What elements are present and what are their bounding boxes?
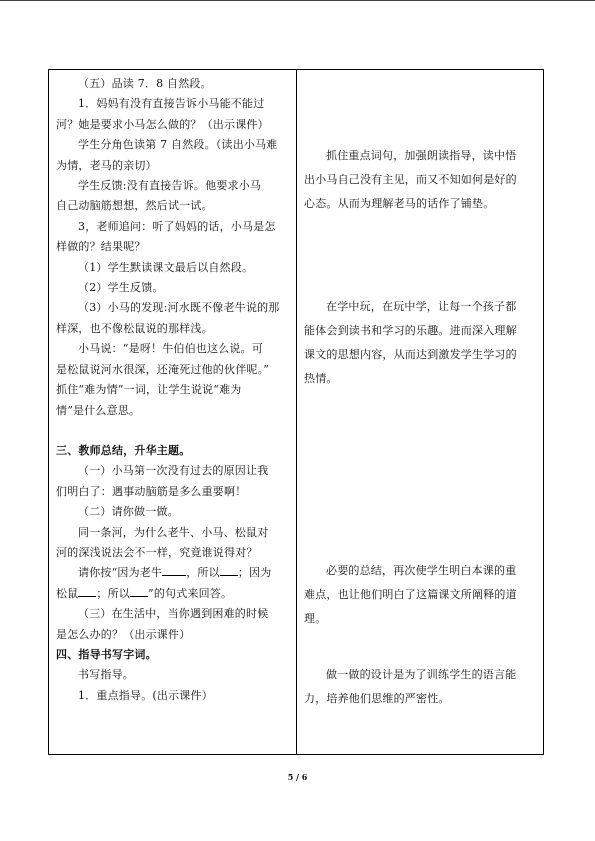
page-number: 5 / 6 — [287, 772, 308, 782]
role-reading-line-2: 为情，老马的亲切） — [56, 158, 157, 172]
note-line: 出小马自己没有主见，而又不知如何是好的 — [304, 173, 517, 186]
pattern-text: 请你按“因为老牛 — [78, 566, 163, 580]
pattern-text: ，所以 — [186, 566, 220, 580]
summary-three-line-2: 是怎么办的？（出示课件） — [56, 627, 191, 641]
note-line: 能体会到读书和学习的乐趣。进而深入理解 — [304, 324, 517, 337]
design-note-4 — [304, 663, 538, 711]
note-line: 难点，也让他们明白了这篇课文所阐释的道 — [304, 588, 517, 601]
note-line: 必要的总结，再次使学生明白本课的重 — [326, 564, 517, 577]
section-four-heading: 四、指导书写字词。 — [56, 647, 157, 661]
teacher-question-line-1: 3，老师追问：听了妈妈的话，小马是怎 — [78, 219, 276, 233]
section-five-heading: （五）品读 7．8 自然段。 — [78, 77, 212, 90]
student-feedback-line-2: 自己动脑筋想想，然后试一试。 — [56, 199, 213, 213]
design-intent-column — [297, 70, 543, 754]
spacer — [56, 421, 290, 441]
pattern-text: ；所以 — [96, 586, 131, 600]
note-line: 抓住重点词句，加强朗读指导，读中悟 — [326, 149, 517, 162]
note-line: 热情。 — [304, 372, 338, 385]
design-note-2 — [304, 295, 538, 391]
summary-one-line-1: （一）小马第一次没有过去的原因让我 — [78, 464, 269, 478]
pony-says-line-2: 是松鼠说河水很深，还淹死过他的伙伴呢。” — [56, 362, 270, 376]
summary-one-line-2: 们明白了：遇事动脑筋是多么重要啊！ — [56, 484, 247, 498]
teaching-process-column — [49, 70, 297, 754]
question-1-line-2: 河？她是要求小马怎么做的？（出示课件） — [56, 117, 269, 131]
step-3-discovery-line-2: 样深，也不像松鼠说的那样浅。 — [56, 321, 213, 335]
writing-guidance: 书写指导。 — [78, 668, 134, 682]
design-note-1 — [304, 144, 538, 216]
note-line: 做一做的设计是为了训练学生的语言能 — [326, 668, 517, 681]
same-river-line-2: 河的深浅说法会不一样，究竟谁说得对？ — [56, 545, 258, 559]
same-river-line-1: 同一条河，为什么老牛、小马、松鼠对 — [78, 525, 269, 539]
sentence-pattern-line-1 — [56, 563, 290, 583]
question-1-line-1: 1．妈妈有没有直接告诉小马能不能过 — [78, 97, 265, 111]
note-line: 理。 — [304, 612, 327, 625]
sentence-pattern-line-2 — [56, 584, 290, 604]
student-feedback-line-1: 学生反馈:没有直接告诉。他要求小马 — [78, 179, 262, 193]
key-guidance: 1．重点指导。(出示课件） — [78, 688, 213, 702]
design-note-3 — [304, 559, 538, 631]
section-three-heading: 三、教师总结，升华主题。 — [56, 443, 191, 457]
pattern-text: ；因为 — [237, 566, 272, 580]
note-line: 心态。从而为理解老马的话作了铺垫。 — [304, 197, 495, 210]
summary-three-line-1: （三）在生活中，当你遇到困难的时候 — [78, 607, 269, 621]
note-line: 力，培养他们思维的严密性。 — [304, 692, 450, 705]
embarrassed-word-line-1: 抓住“难为情”一词，让学生说说“难为 — [56, 383, 242, 397]
pattern-text: 松鼠 — [56, 586, 79, 600]
summary-two-heading: （二）请你做一做。 — [78, 505, 179, 519]
fill-blank — [78, 585, 96, 597]
fill-blank — [130, 585, 148, 597]
embarrassed-word-line-2: 情”是什么意思。 — [56, 403, 141, 417]
fill-blank — [220, 564, 238, 576]
note-line: 课文的思想内容，从而达到激发学生学习的 — [304, 348, 517, 361]
pony-says-line-1: 小马说：“是呀！牛伯伯也这么说。可 — [78, 342, 264, 356]
lesson-plan-table — [48, 69, 544, 755]
page-top-border — [0, 0, 595, 1]
role-reading-line-1: 学生分角色读第 7 自然段。（读出小马难 — [78, 138, 278, 152]
note-line: 在学中玩，在玩中学，让每一个孩子都 — [326, 300, 517, 313]
fill-blank — [162, 564, 186, 576]
step-2-feedback: （2）学生反馈。 — [78, 281, 164, 295]
step-3-discovery-line-1: （3）小马的发现:河水既不像老牛说的那 — [78, 301, 280, 315]
pattern-text: ”的句式来回答。 — [148, 586, 233, 600]
teacher-question-line-2: 样做的？结果呢？ — [56, 240, 146, 254]
step-1-silent-reading: （1）学生默读课文最后以自然段。 — [78, 260, 254, 274]
